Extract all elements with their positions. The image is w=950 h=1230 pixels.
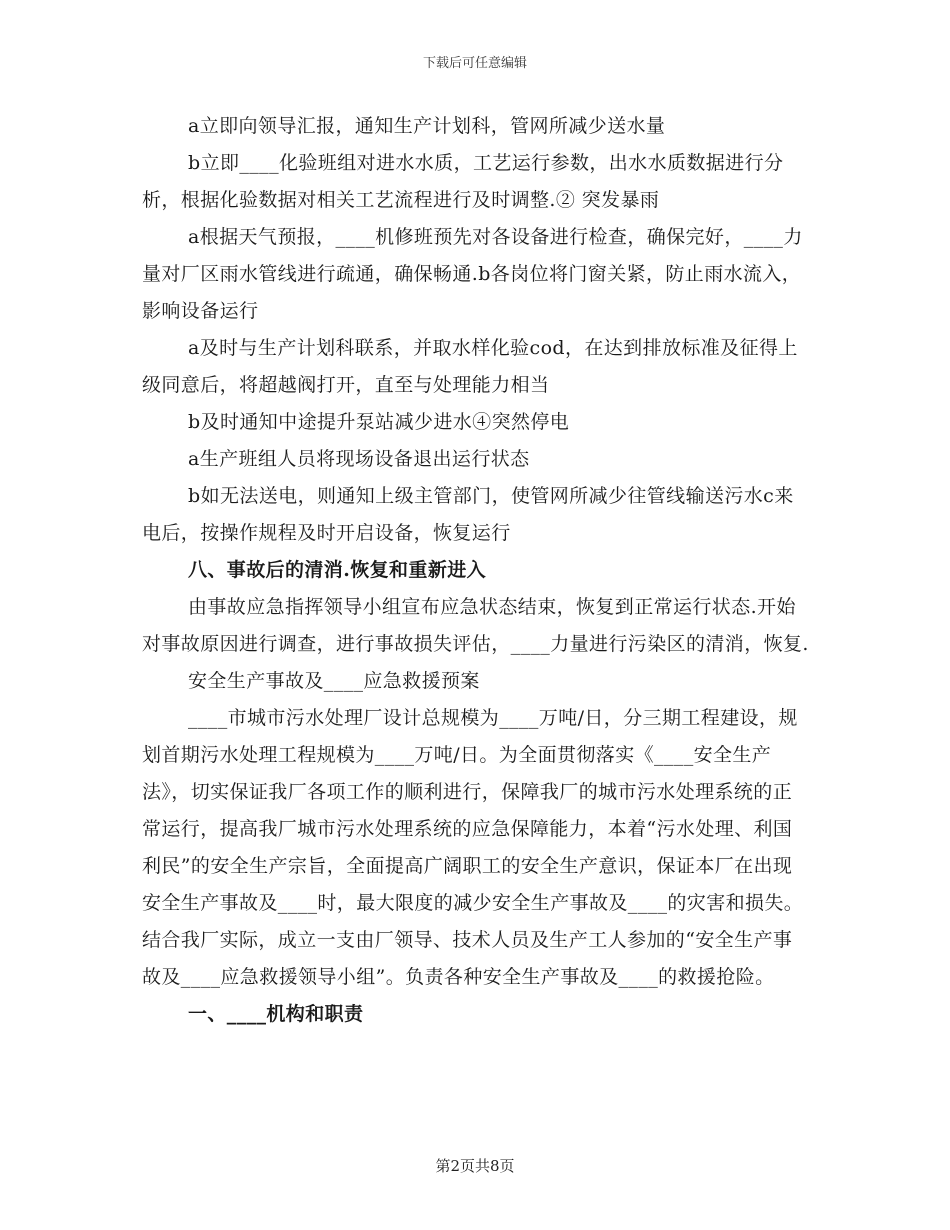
paragraph: b立即____化验班组对进水水质，工艺运行参数，出水水质数据进行分析，根据化验数据对相关工艺流程进行及时调整.② 突发暴雨 — [142, 152, 784, 211]
page-header-note: 下载后可任意编辑 — [422, 56, 527, 71]
paragraph: a生产班组人员将现场设备退出运行状态 — [188, 448, 530, 470]
paragraph: ____市城市污水处理厂设计总规模为____万吨/日，分三期工程建设，规划首期污水处理工程规模为____万吨/日。为全面贯彻落实《____安全生产法》，切实保证我厂各项工作的顺利进行，保障我厂的城市污水处理系统的正常运行，提高我厂城市污水处理系统的应急保障能力，本着“污水处理、利国利民”的安全生产宗旨，全面提高广阔职工的安全生产意识，保证本厂在出现安全生产事故及____时，最大限度的减少安全生产事故及____的灾害和损失。结合我厂实际，成立一支由厂领导、技术人员及生产工人参加的“安全生产事故及____应急救援领导小组”。负责各种安全生产事故及____的救援抢险。 — [142, 707, 804, 988]
paragraph: 安全生产事故及____应急救援预案 — [188, 670, 480, 692]
paragraph: b及时通知中途提升泵站减少进水④突然停电 — [188, 411, 570, 433]
paragraph: a立即向领导汇报，通知生产计划科，管网所减少送水量 — [188, 115, 666, 137]
document-body — [142, 108, 810, 1033]
paragraph: a根据天气预报，____机修班预先对各设备进行检查，确保完好，____力量对厂区雨水管线进行疏通，确保畅通.b各岗位将门窗关紧，防止雨水流入，影响设备运行 — [142, 226, 803, 322]
section-heading: 一、____机构和职责 — [188, 1003, 364, 1025]
paragraph: 由事故应急指挥领导小组宣布应急状态结束，恢复到正常运行状态.开始对事故原因进行调查，进行事故损失评估，____力量进行污染区的清消，恢复. — [142, 596, 809, 655]
page-number: 第2页共8页 — [435, 1157, 515, 1175]
paragraph: a及时与生产计划科联系，并取水样化验cod，在达到排放标准及征得上级同意后，将超越阀打开，直至与处理能力相当 — [142, 337, 798, 396]
paragraph: b如无法送电，则通知上级主管部门，使管网所减少往管线输送污水c来电后，按操作规程及时开启设备，恢复运行 — [142, 485, 794, 544]
section-heading: 八、事故后的清消.恢复和重新进入 — [188, 559, 487, 581]
